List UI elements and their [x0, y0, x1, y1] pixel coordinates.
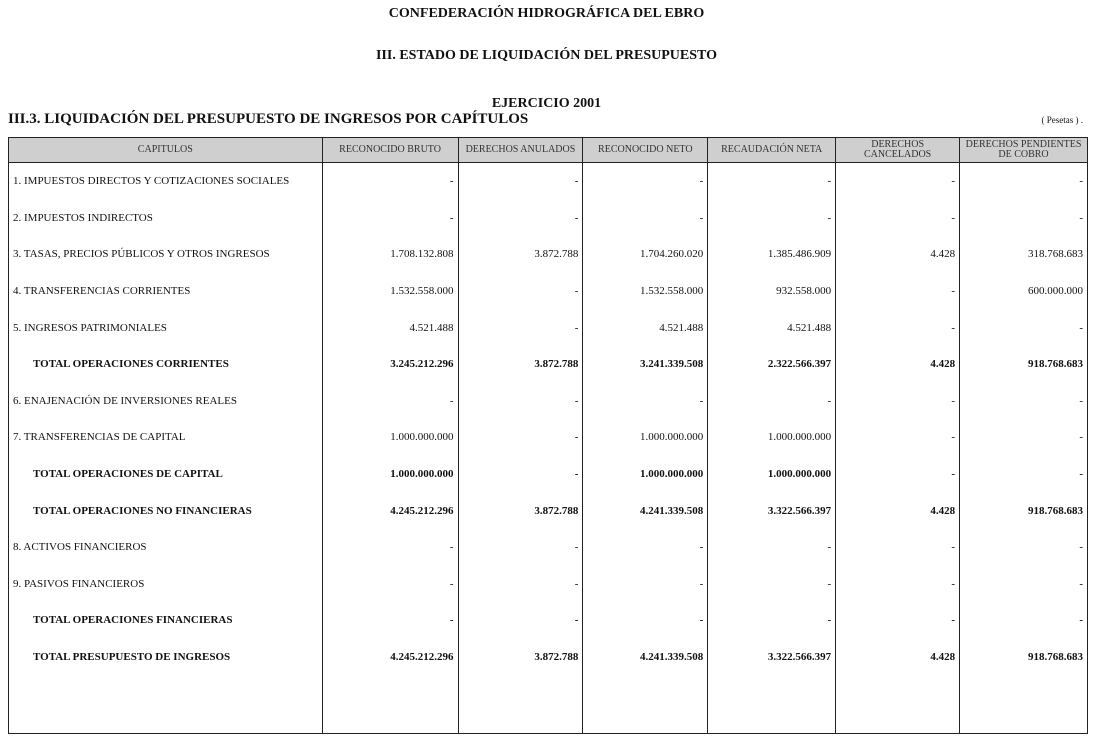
- empty-cell: [583, 675, 708, 734]
- empty-cell: [960, 675, 1088, 734]
- currency-note: ( Pesetas ) .: [1041, 115, 1083, 125]
- row-label: TOTAL OPERACIONES NO FINANCIERAS: [9, 492, 323, 529]
- cell-value: -: [960, 309, 1088, 346]
- cell-value: -: [458, 163, 583, 200]
- cell-value: 3.872.788: [458, 346, 583, 383]
- cell-value: -: [708, 163, 836, 200]
- cell-value: 1.000.000.000: [583, 456, 708, 493]
- cell-value: -: [458, 200, 583, 237]
- cell-value: -: [583, 602, 708, 639]
- cell-value: -: [960, 456, 1088, 493]
- table-row: [9, 529, 1088, 566]
- row-label: 5. INGRESOS PATRIMONIALES: [9, 309, 323, 346]
- cell-value: -: [960, 419, 1088, 456]
- cell-value: 318.768.683: [960, 236, 1088, 273]
- empty-cell: [9, 675, 323, 734]
- cell-value: -: [583, 163, 708, 200]
- cell-value: -: [836, 273, 960, 310]
- row-label: TOTAL OPERACIONES FINANCIERAS: [9, 602, 323, 639]
- row-label: 6. ENAJENACIÓN DE INVERSIONES REALES: [9, 383, 323, 420]
- cell-value: 3.872.788: [458, 492, 583, 529]
- table-row: [9, 309, 1088, 346]
- cell-value: -: [960, 383, 1088, 420]
- cell-value: 4.428: [836, 639, 960, 676]
- row-label: 1. IMPUESTOS DIRECTOS Y COTIZACIONES SOCIALES: [9, 163, 323, 200]
- cell-value: 4.241.339.508: [583, 639, 708, 676]
- fiscal-year: EJERCICIO 2001: [491, 96, 602, 111]
- cell-value: 918.768.683: [960, 492, 1088, 529]
- cell-value: 4.428: [836, 492, 960, 529]
- cell-value: -: [322, 602, 458, 639]
- section-title: III. ESTADO DE LIQUIDACIÓN DEL PRESUPUESTO: [375, 48, 717, 63]
- cell-value: -: [836, 163, 960, 200]
- cell-value: 918.768.683: [960, 639, 1088, 676]
- cell-value: -: [960, 602, 1088, 639]
- cell-value: 1.000.000.000: [322, 456, 458, 493]
- row-label: TOTAL OPERACIONES DE CAPITAL: [9, 456, 323, 493]
- table-row: [9, 566, 1088, 603]
- cell-value: 3.322.566.397: [708, 492, 836, 529]
- cell-value: -: [458, 273, 583, 310]
- org-title: CONFEDERACIÓN HIDROGRÁFICA DEL EBRO: [388, 6, 705, 21]
- cell-value: -: [708, 602, 836, 639]
- table-row: [9, 273, 1088, 310]
- cell-value: 3.872.788: [458, 236, 583, 273]
- table-row: [9, 163, 1088, 200]
- cell-value: -: [583, 529, 708, 566]
- cell-value: -: [458, 419, 583, 456]
- cell-value: -: [458, 456, 583, 493]
- total-row: [9, 639, 1088, 676]
- cell-value: 1.708.132.808: [322, 236, 458, 273]
- budget-table: [8, 137, 1088, 734]
- cell-value: -: [836, 200, 960, 237]
- row-label: 4. TRANSFERENCIAS CORRIENTES: [9, 273, 323, 310]
- table-row: [9, 200, 1088, 237]
- cell-value: 4.428: [836, 346, 960, 383]
- row-label: TOTAL PRESUPUESTO DE INGRESOS: [9, 639, 323, 676]
- cell-value: 4.521.488: [708, 309, 836, 346]
- cell-value: -: [960, 566, 1088, 603]
- total-row: [9, 492, 1088, 529]
- cell-value: -: [322, 200, 458, 237]
- cell-value: -: [836, 566, 960, 603]
- cell-value: -: [836, 529, 960, 566]
- cell-value: -: [708, 529, 836, 566]
- cell-value: 932.558.000: [708, 273, 836, 310]
- cell-value: 3.241.339.508: [583, 346, 708, 383]
- cell-value: -: [458, 566, 583, 603]
- header-row: [9, 138, 1088, 163]
- cell-value: -: [960, 200, 1088, 237]
- cell-value: -: [322, 163, 458, 200]
- empty-cell: [322, 675, 458, 734]
- cell-value: -: [583, 383, 708, 420]
- cell-value: -: [322, 383, 458, 420]
- total-row: [9, 346, 1088, 383]
- row-label: TOTAL OPERACIONES CORRIENTES: [9, 346, 323, 383]
- cell-value: -: [458, 383, 583, 420]
- column-header: RECONOCIDO BRUTO: [322, 138, 458, 163]
- cell-value: 1.704.260.020: [583, 236, 708, 273]
- table-row: [9, 383, 1088, 420]
- cell-value: 1.000.000.000: [708, 419, 836, 456]
- cell-value: 3.872.788: [458, 639, 583, 676]
- cell-value: 4.241.339.508: [583, 492, 708, 529]
- table-title: III.3. LIQUIDACIÓN DEL PRESUPUESTO DE INGRESOS POR CAPÍTULOS: [8, 111, 529, 127]
- table-row: [9, 236, 1088, 273]
- cell-value: 1.000.000.000: [322, 419, 458, 456]
- cell-value: 4.521.488: [583, 309, 708, 346]
- cell-value: 3.245.212.296: [322, 346, 458, 383]
- table-row: [9, 419, 1088, 456]
- cell-value: 4.245.212.296: [322, 492, 458, 529]
- empty-cell: [836, 675, 960, 734]
- cell-value: -: [583, 566, 708, 603]
- cell-value: 1.532.558.000: [583, 273, 708, 310]
- cell-value: 1.385.486.909: [708, 236, 836, 273]
- cell-value: -: [708, 383, 836, 420]
- cell-value: -: [836, 602, 960, 639]
- cell-value: -: [322, 529, 458, 566]
- cell-value: 4.521.488: [322, 309, 458, 346]
- column-header: DERECHOS CANCELADOS: [836, 138, 960, 163]
- column-header: DERECHOS ANULADOS: [458, 138, 583, 163]
- cell-value: -: [708, 566, 836, 603]
- cell-value: 4.428: [836, 236, 960, 273]
- cell-value: -: [836, 419, 960, 456]
- row-label: 7. TRANSFERENCIAS DE CAPITAL: [9, 419, 323, 456]
- column-header: DERECHOS PENDIENTES DE COBRO: [960, 138, 1088, 163]
- cell-value: 3.322.566.397: [708, 639, 836, 676]
- cell-value: -: [458, 309, 583, 346]
- total-row: [9, 602, 1088, 639]
- cell-value: -: [583, 200, 708, 237]
- cell-value: -: [458, 529, 583, 566]
- empty-cell: [708, 675, 836, 734]
- row-label: 3. TASAS, PRECIOS PÚBLICOS Y OTROS INGRESOS: [9, 236, 323, 273]
- cell-value: -: [836, 309, 960, 346]
- cell-value: -: [836, 456, 960, 493]
- cell-value: 600.000.000: [960, 273, 1088, 310]
- cell-value: 1.000.000.000: [708, 456, 836, 493]
- column-header: RECAUDACIÓN NETA: [708, 138, 836, 163]
- cell-value: 918.768.683: [960, 346, 1088, 383]
- cell-value: 4.245.212.296: [322, 639, 458, 676]
- cell-value: -: [960, 163, 1088, 200]
- cell-value: 1.532.558.000: [322, 273, 458, 310]
- column-header: CAPITULOS: [9, 138, 323, 163]
- column-header: RECONOCIDO NETO: [583, 138, 708, 163]
- cell-value: -: [458, 602, 583, 639]
- blank-row: [9, 675, 1088, 734]
- cell-value: -: [960, 529, 1088, 566]
- total-row: [9, 456, 1088, 493]
- cell-value: 1.000.000.000: [583, 419, 708, 456]
- cell-value: -: [708, 200, 836, 237]
- cell-value: 2.322.566.397: [708, 346, 836, 383]
- cell-value: -: [322, 566, 458, 603]
- row-label: 9. PASIVOS FINANCIEROS: [9, 566, 323, 603]
- row-label: 8. ACTIVOS FINANCIEROS: [9, 529, 323, 566]
- empty-cell: [458, 675, 583, 734]
- row-label: 2. IMPUESTOS INDIRECTOS: [9, 200, 323, 237]
- cell-value: -: [836, 383, 960, 420]
